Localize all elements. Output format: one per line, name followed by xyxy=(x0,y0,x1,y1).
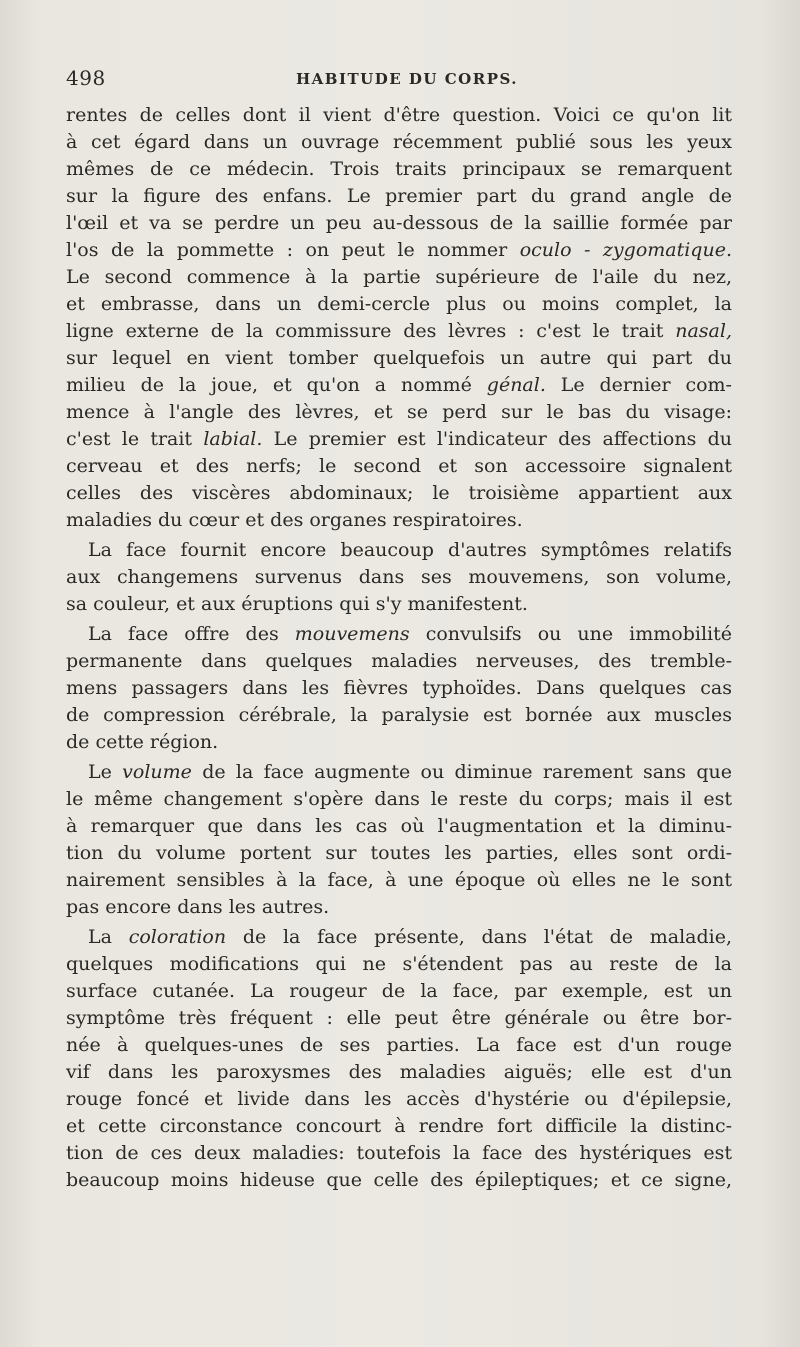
text-run: de la face présente, dans l'état de maladie, xyxy=(226,926,733,948)
text-run: sa couleur, et aux éruptions qui s'y manifestent. xyxy=(66,593,528,615)
text-run: tion du volume portent sur toutes les parties, elles sont ordi- xyxy=(66,842,732,864)
text-run: permanente dans quelques maladies nerveuses, des tremble- xyxy=(66,650,732,672)
text-run: mêmes de ce médecin. Trois traits principaux se remarquent xyxy=(66,158,732,180)
text-line xyxy=(66,564,732,591)
page-header xyxy=(66,66,730,96)
text-run: La face fournit encore beaucoup d'autres symptômes relatifs xyxy=(88,539,732,561)
running-head: HABITUDE DU CORPS. xyxy=(296,70,518,88)
text-run: convulsifs ou une immobilité xyxy=(409,623,732,645)
italic-term: génal. xyxy=(486,374,546,396)
text-run: née à quelques-unes de ses parties. La face est d'un rouge xyxy=(66,1034,732,1056)
paragraph xyxy=(66,621,732,756)
text-line xyxy=(66,237,732,264)
text-line xyxy=(66,894,732,921)
text-run: de compression cérébrale, la paralysie est bornée aux muscles xyxy=(66,704,732,726)
text-line xyxy=(66,291,732,318)
text-run: de cette région. xyxy=(66,731,219,753)
paragraph xyxy=(66,924,732,1194)
text-line xyxy=(66,156,732,183)
text-run: à cet égard dans un ouvrage récemment publié sous les yeux xyxy=(66,131,732,153)
text-line xyxy=(66,537,732,564)
text-line xyxy=(66,1059,732,1086)
text-line xyxy=(66,840,732,867)
text-run: milieu de la joue, et qu'on a nommé xyxy=(66,374,487,396)
text-line xyxy=(66,345,732,372)
text-line xyxy=(66,507,732,534)
text-run: Le dernier com- xyxy=(545,374,732,396)
text-line xyxy=(66,978,732,1005)
text-run: nairement sensibles à la face, à une époque où elles ne le sont xyxy=(66,869,732,891)
text-run: et cette circonstance concourt à rendre fort difficile la distinc- xyxy=(66,1115,732,1137)
text-line xyxy=(66,591,732,618)
text-run: pas encore dans les autres. xyxy=(66,896,330,918)
text-run: de la face augmente ou diminue rarement sans que xyxy=(191,761,732,783)
italic-term: nasal, xyxy=(675,320,732,342)
text-run: rentes de celles dont il vient d'être question. Voici ce qu'on lit xyxy=(66,104,732,126)
text-run: aux changemens survenus dans ses mouvemens, son volume, xyxy=(66,566,732,588)
text-line xyxy=(66,372,732,399)
text-line xyxy=(66,648,732,675)
text-line xyxy=(66,867,732,894)
text-line xyxy=(66,210,732,237)
text-run: sur lequel en vient tomber quelquefois un autre qui part du xyxy=(66,347,732,369)
text-run: Le xyxy=(88,761,123,783)
text-run: celles des viscères abdominaux; le troisième appartient aux xyxy=(66,482,732,504)
text-line xyxy=(66,183,732,210)
body-text xyxy=(66,102,732,1194)
paragraph xyxy=(66,759,732,921)
text-line xyxy=(66,399,732,426)
text-run: sur la figure des enfans. Le premier part du grand angle de xyxy=(66,185,732,207)
text-run: maladies du cœur et des organes respiratoires. xyxy=(66,509,523,531)
text-run: le même changement s'opère dans le reste du corps; mais il est xyxy=(66,788,732,810)
text-line xyxy=(66,1167,732,1194)
italic-term: labial. xyxy=(203,428,263,450)
text-run: surface cutanée. La rougeur de la face, par exemple, est un xyxy=(66,980,732,1002)
text-run: et embrasse, dans un demi-cercle plus ou moins complet, la xyxy=(66,293,732,315)
text-run: ligne externe de la commissure des lèvres : c'est le trait xyxy=(66,320,676,342)
italic-term: volume xyxy=(122,761,192,783)
text-run: Le premier est l'indicateur des affections du xyxy=(262,428,732,450)
text-line xyxy=(66,951,732,978)
text-line xyxy=(66,1113,732,1140)
paragraph xyxy=(66,537,732,618)
text-line xyxy=(66,924,732,951)
text-run: vif dans les paroxysmes des maladies aiguës; elle est d'un xyxy=(66,1061,732,1083)
paragraph xyxy=(66,102,732,534)
text-line xyxy=(66,318,732,345)
text-line xyxy=(66,453,732,480)
text-run: tion de ces deux maladies: toutefois la face des hystériques est xyxy=(66,1142,732,1164)
text-run: mens passagers dans les fièvres typhoïdes. Dans quelques cas xyxy=(66,677,732,699)
text-line xyxy=(66,1086,732,1113)
text-line xyxy=(66,702,732,729)
text-run: symptôme très fréquent : elle peut être générale ou être bor- xyxy=(66,1007,732,1029)
text-line xyxy=(66,675,732,702)
text-line xyxy=(66,729,732,756)
text-run: c'est le trait xyxy=(66,428,204,450)
text-line xyxy=(66,813,732,840)
text-run: quelques modifications qui ne s'étendent pas au reste de la xyxy=(66,953,732,975)
text-line xyxy=(66,759,732,786)
text-line xyxy=(66,426,732,453)
text-line xyxy=(66,1140,732,1167)
page-number: 498 xyxy=(66,66,106,90)
text-line xyxy=(66,264,732,291)
text-run: La face offre des xyxy=(88,623,295,645)
text-run: La xyxy=(88,926,129,948)
text-run: rouge foncé et livide dans les accès d'hystérie ou d'épilepsie, xyxy=(66,1088,732,1110)
text-line xyxy=(66,1005,732,1032)
text-line xyxy=(66,1032,732,1059)
text-line xyxy=(66,621,732,648)
text-run: l'œil et va se perdre un peu au-dessous de la saillie formée par xyxy=(66,212,732,234)
text-run: cerveau et des nerfs; le second et son accessoire signalent xyxy=(66,455,732,477)
italic-term: mouvemens xyxy=(294,623,410,645)
text-run: l'os de la pommette : on peut le nommer xyxy=(66,239,520,261)
text-line xyxy=(66,480,732,507)
text-run: à remarquer que dans les cas où l'augmentation et la diminu- xyxy=(66,815,732,837)
text-line xyxy=(66,129,732,156)
text-line xyxy=(66,786,732,813)
italic-term: oculo - zygomatique. xyxy=(519,239,732,261)
text-line xyxy=(66,102,732,129)
italic-term: coloration xyxy=(128,926,227,948)
text-run: Le second commence à la partie supérieure de l'aile du nez, xyxy=(66,266,732,288)
text-run: mence à l'angle des lèvres, et se perd sur le bas du visage: xyxy=(66,401,732,423)
text-run: beaucoup moins hideuse que celle des épileptiques; et ce signe, xyxy=(66,1169,732,1191)
